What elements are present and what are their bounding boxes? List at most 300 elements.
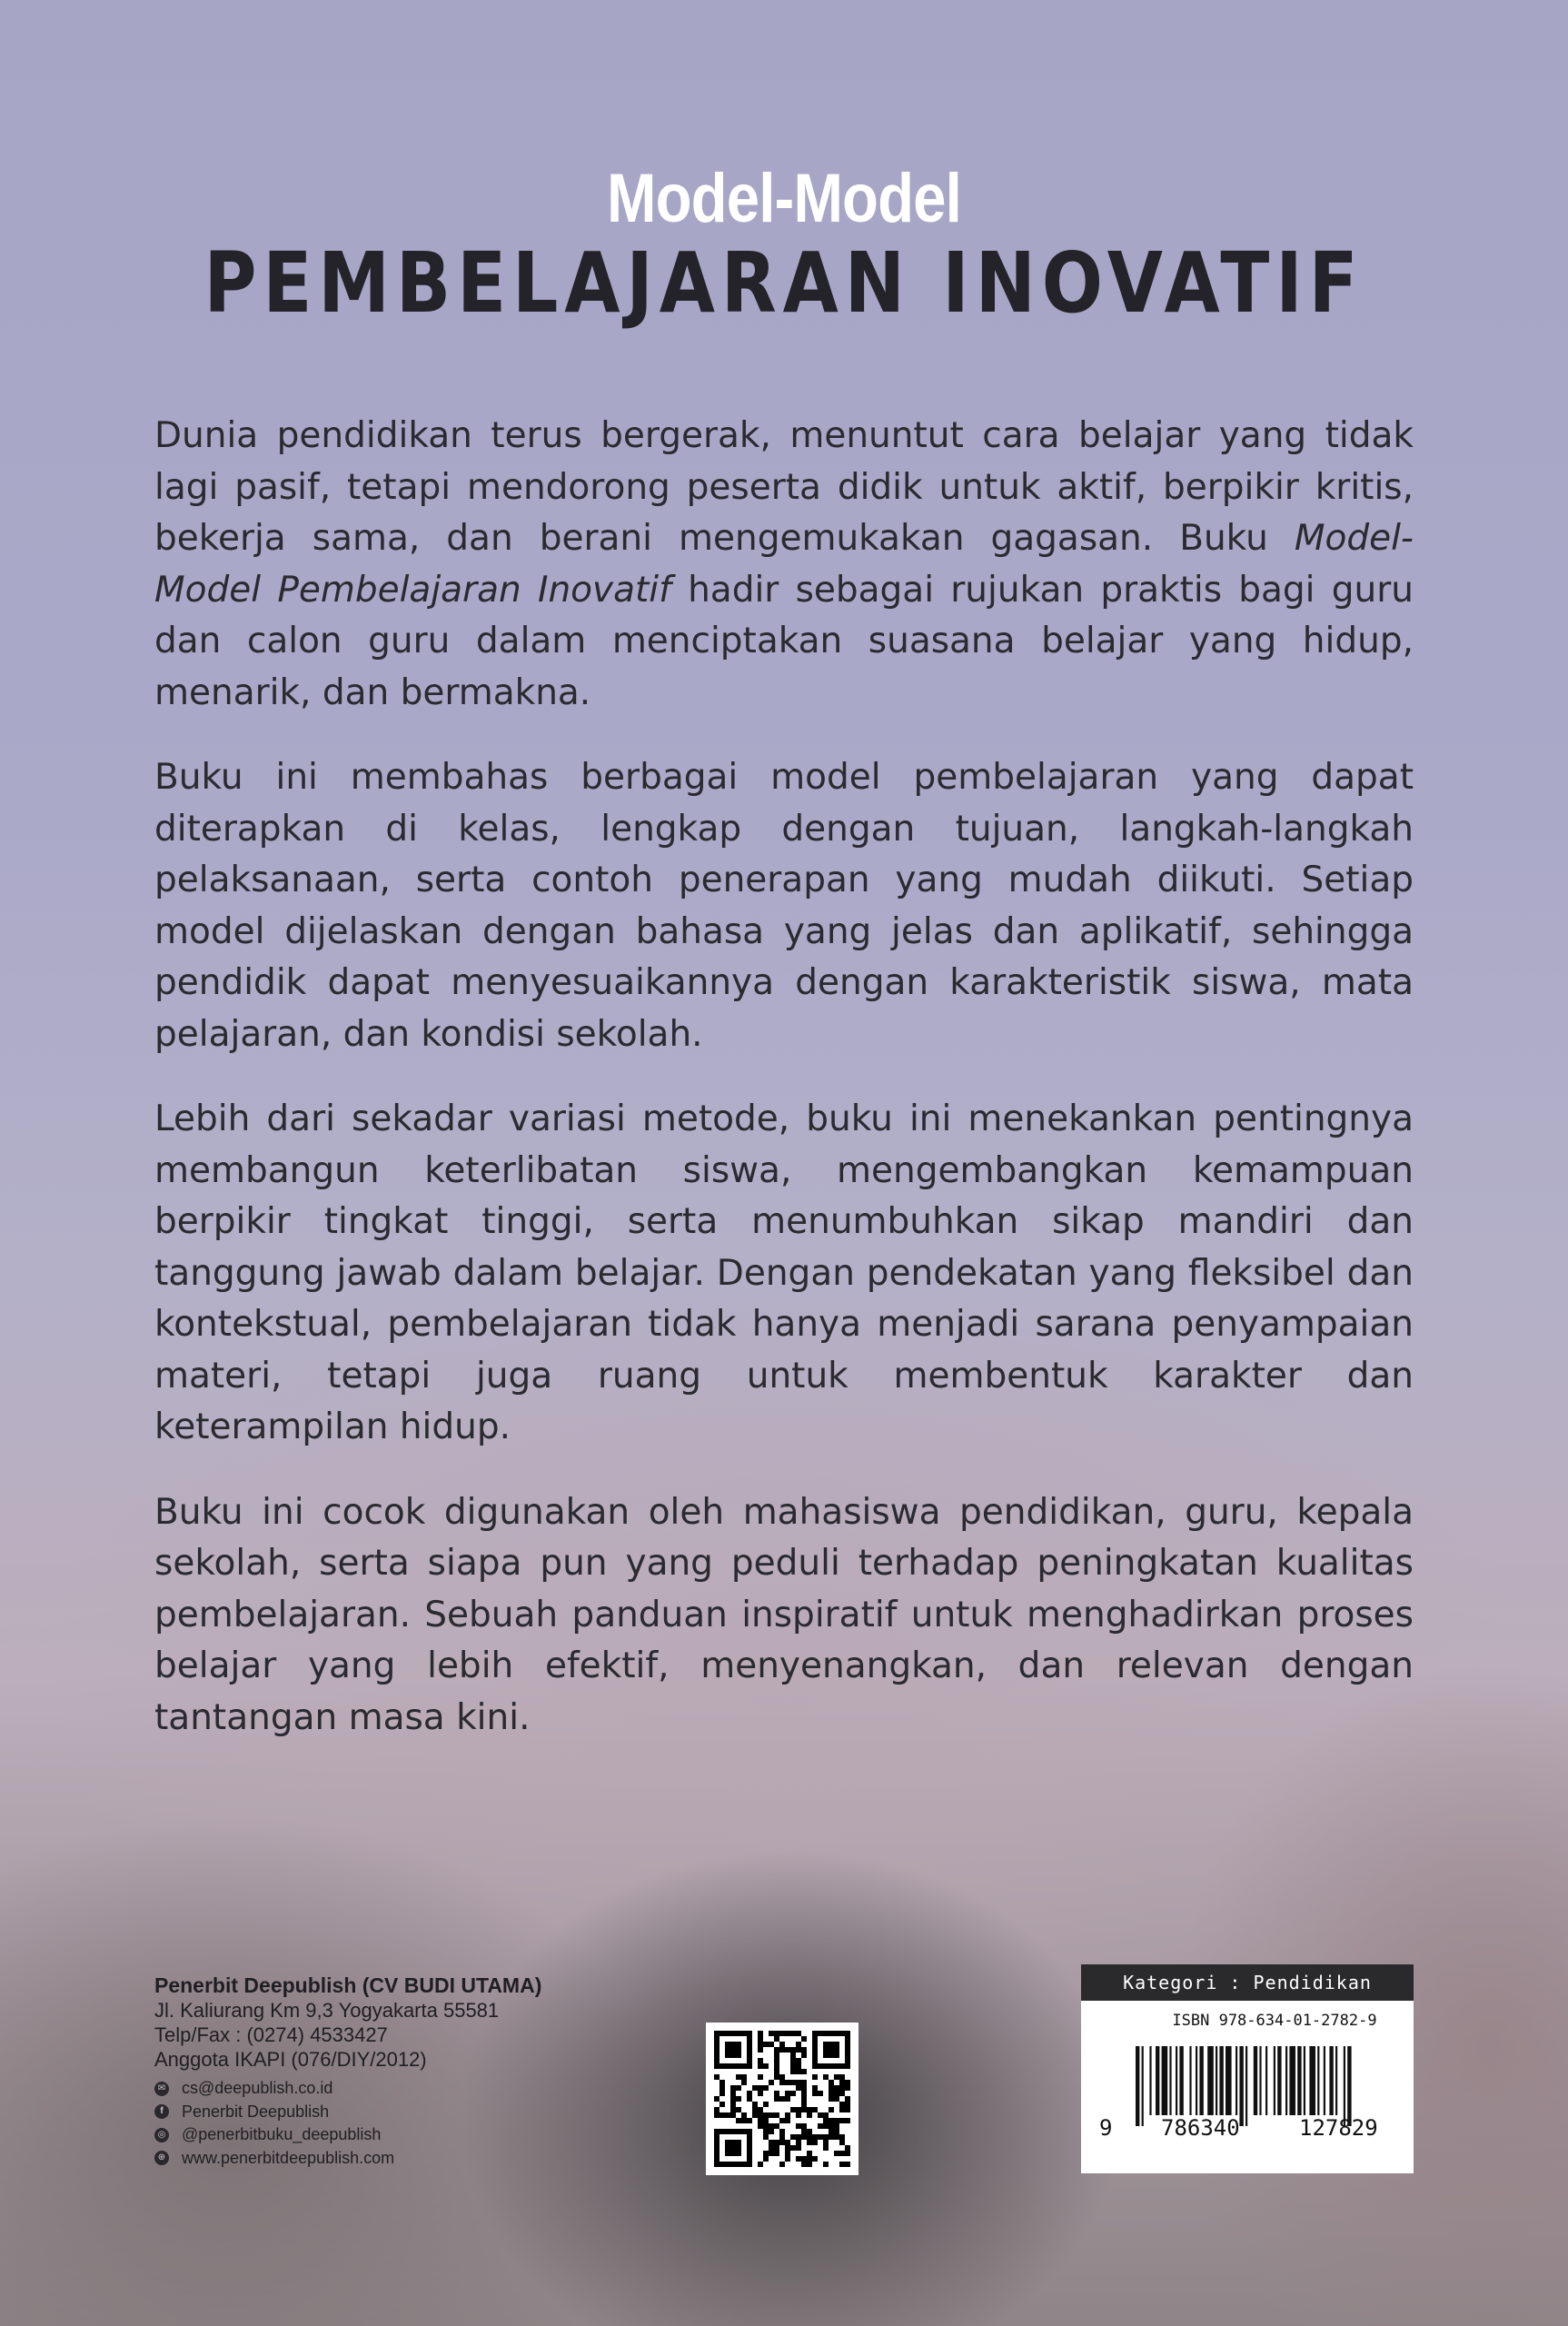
qr-module [736, 2096, 741, 2102]
qr-module [758, 2042, 763, 2047]
qr-module [730, 2085, 736, 2091]
qr-module [730, 2151, 736, 2156]
qr-module [812, 2053, 818, 2058]
barcode-bar [1136, 2046, 1139, 2126]
qr-module [839, 2151, 845, 2156]
qr-module [725, 2063, 730, 2069]
qr-module [725, 2047, 730, 2053]
qr-module [845, 2145, 850, 2151]
qr-module [730, 2091, 736, 2096]
qr-module [812, 2036, 818, 2042]
qr-module [785, 2118, 790, 2123]
qr-module [714, 2031, 719, 2036]
qr-module [829, 2063, 834, 2069]
qr-module [796, 2140, 801, 2145]
qr-module [725, 2151, 730, 2156]
qr-module [834, 2074, 839, 2080]
publisher-phone: Telp/Fax : (0274) 4533427 [154, 2023, 388, 2046]
barcode-bar [1169, 2046, 1171, 2115]
barcode-bar [1149, 2046, 1151, 2115]
qr-module [801, 2134, 807, 2140]
qr-module [736, 2118, 741, 2123]
qr-module [769, 2080, 774, 2085]
qr-module [834, 2047, 839, 2053]
qr-module [714, 2058, 719, 2063]
qr-module [823, 2031, 829, 2036]
qr-code-graphic [706, 2023, 858, 2175]
qr-module [758, 2112, 763, 2118]
qr-module [779, 2096, 785, 2102]
instagram-icon: ◎ [154, 2128, 169, 2142]
qr-module [758, 2085, 763, 2091]
title-line-2: PEMBELAJARAN INOVATIF [203, 234, 1365, 332]
qr-module [747, 2058, 752, 2063]
qr-module [752, 2085, 758, 2091]
qr-module [730, 2112, 736, 2118]
qr-module [807, 2140, 812, 2145]
qr-module [790, 2091, 796, 2096]
barcode-bar [1289, 2046, 1295, 2115]
qr-module [845, 2047, 850, 2053]
qr-module [801, 2036, 807, 2042]
qr-module [774, 2058, 779, 2063]
qr-module [818, 2134, 823, 2140]
qr-module [714, 2112, 719, 2118]
qr-module [779, 2118, 785, 2123]
barcode-bar [1259, 2046, 1261, 2115]
qr-module [769, 2145, 774, 2151]
qr-module [714, 2129, 719, 2134]
barcode-bar [1236, 2046, 1237, 2115]
paragraph-3: Lebih dari sekadar variasi metode, buku ini menekankan pentingnya membangun keterlibatan siswa, mengembangkan kemampuan berpikir tingkat tinggi, serta menumbuhkan sikap mandiri dan tanggung jawab dalam belajar. Dengan pendekatan yang fleksibel dan kontekstual, pembelajaran tidak hanya menjadi sarana penyampaian materi, tetapi juga ruang untuk membentuk karakter dan keterampilan hidup. [154, 1098, 1414, 1447]
qr-module [747, 2091, 752, 2096]
qr-module [834, 2118, 839, 2123]
qr-module [736, 2151, 741, 2156]
qr-module [785, 2151, 790, 2156]
qr-module [747, 2145, 752, 2151]
barcode-bars [1081, 2001, 1414, 2173]
qr-module [714, 2162, 719, 2167]
qr-module [812, 2063, 818, 2069]
qr-module [785, 2031, 790, 2036]
qr-module [818, 2031, 823, 2036]
qr-module [790, 2080, 796, 2085]
qr-module [834, 2096, 839, 2102]
qr-module [725, 2031, 730, 2036]
contact-email-text: cs@deepublish.co.id [182, 2079, 333, 2097]
qr-module [801, 2123, 807, 2129]
book-title-italic: Model-Model Pembelajaran Inovatif [154, 518, 1414, 611]
qr-module [719, 2063, 725, 2069]
qr-module [747, 2031, 752, 2036]
qr-module [829, 2091, 834, 2096]
qr-module [785, 2140, 790, 2145]
qr-module [839, 2091, 845, 2096]
qr-module [774, 2036, 779, 2042]
qr-module [823, 2042, 829, 2047]
qr-module [812, 2091, 818, 2096]
qr-module [741, 2080, 747, 2085]
barcode-bar [1207, 2046, 1214, 2115]
qr-module [758, 2031, 763, 2036]
qr-module [774, 2091, 779, 2096]
qr-module [796, 2069, 801, 2074]
barcode-bar [1142, 2046, 1144, 2126]
qr-module [823, 2063, 829, 2069]
qr-module [736, 2047, 741, 2053]
qr-module [790, 2047, 796, 2053]
qr-module [774, 2140, 779, 2145]
qr-module [779, 2080, 785, 2085]
qr-module [741, 2118, 747, 2123]
qr-module [812, 2042, 818, 2047]
qr-module [725, 2112, 730, 2118]
qr-module [839, 2162, 845, 2167]
qr-module [796, 2085, 801, 2091]
qr-module [714, 2063, 719, 2069]
qr-module [818, 2091, 823, 2096]
qr-module [736, 2063, 741, 2069]
qr-module [818, 2063, 823, 2069]
qr-module [747, 2063, 752, 2069]
qr-module [807, 2112, 812, 2118]
qr-module [747, 2036, 752, 2042]
qr-module [730, 2140, 736, 2145]
barcode-bar [1317, 2046, 1319, 2115]
qr-module [834, 2063, 839, 2069]
qr-module [829, 2085, 834, 2091]
qr-module [725, 2129, 730, 2134]
qr-module [752, 2112, 758, 2118]
paragraph-1-part-2: hadir sebagai rujukan praktis bagi guru dan calon guru dalam menciptakan suasana belajar yang hidup, menarik, dan bermakna. [154, 569, 1414, 713]
qr-module [714, 2145, 719, 2151]
qr-module [730, 2102, 736, 2107]
qr-module [763, 2118, 769, 2123]
qr-module [796, 2058, 801, 2063]
qr-module [839, 2031, 845, 2036]
qr-module [752, 2102, 758, 2107]
qr-module [845, 2107, 850, 2112]
qr-module [747, 2151, 752, 2156]
qr-module [785, 2112, 790, 2118]
qr-module [769, 2042, 774, 2047]
barcode-bar [1324, 2046, 1325, 2115]
qr-module [747, 2053, 752, 2058]
barcode-bar [1226, 2046, 1232, 2115]
qr-module [801, 2053, 807, 2058]
qr-module [812, 2085, 818, 2091]
barcode-bar [1196, 2046, 1197, 2115]
qr-module [730, 2031, 736, 2036]
qr-module [714, 2036, 719, 2042]
qr-module [845, 2053, 850, 2058]
qr-module [736, 2042, 741, 2047]
publisher-name: Penerbit Deepublish (CV BUDI UTAMA) [154, 1973, 542, 1997]
qr-module [719, 2080, 725, 2085]
qr-module [736, 2129, 741, 2134]
qr-module [730, 2047, 736, 2053]
barcode-bar [1274, 2046, 1275, 2115]
barcode-area [1081, 2001, 1414, 2173]
qr-module [829, 2053, 834, 2058]
qr-module [801, 2085, 807, 2091]
qr-module [839, 2080, 845, 2085]
qr-module [774, 2069, 779, 2074]
qr-module [845, 2085, 850, 2091]
qr-module [725, 2145, 730, 2151]
qr-module [801, 2107, 807, 2112]
qr-module [785, 2096, 790, 2102]
qr-module [796, 2145, 801, 2151]
qr-module [801, 2080, 807, 2085]
qr-module [796, 2123, 801, 2129]
qr-module [823, 2047, 829, 2053]
qr-module [714, 2053, 719, 2058]
qr-module [801, 2156, 807, 2162]
qr-module [714, 2151, 719, 2156]
qr-module [823, 2112, 829, 2118]
qr-module [839, 2102, 845, 2107]
qr-module [714, 2074, 719, 2080]
qr-module [774, 2031, 779, 2036]
qr-module [785, 2156, 790, 2162]
qr-module [763, 2134, 769, 2140]
qr-module [758, 2036, 763, 2042]
qr-module [807, 2162, 812, 2167]
facebook-icon: f [154, 2104, 169, 2119]
qr-module [741, 2063, 747, 2069]
barcode-bar [1254, 2046, 1257, 2115]
category-label: Kategori : Pendidikan [1081, 1964, 1414, 2001]
qr-module [719, 2031, 725, 2036]
barcode-bar [1179, 2046, 1183, 2115]
qr-module [845, 2058, 850, 2063]
qr-module [829, 2118, 834, 2123]
qr-module [730, 2096, 736, 2102]
qr-module [763, 2042, 769, 2047]
qr-module [719, 2085, 725, 2091]
qr-module [796, 2156, 801, 2162]
qr-module [812, 2107, 818, 2112]
qr-module [752, 2107, 758, 2112]
qr-module [845, 2102, 850, 2107]
barcode-bar [1335, 2046, 1337, 2115]
qr-module [839, 2063, 845, 2069]
contact-instagram-text: @penerbitbuku_deepublish [182, 2125, 382, 2143]
qr-module [747, 2047, 752, 2053]
qr-module [829, 2047, 834, 2053]
qr-module [845, 2063, 850, 2069]
barcode-bar [1239, 2046, 1243, 2126]
barcode-bar [1245, 2046, 1247, 2126]
qr-module [845, 2080, 850, 2085]
qr-module [823, 2053, 829, 2058]
qr-module [796, 2134, 801, 2140]
qr-module [779, 2047, 785, 2053]
qr-module [763, 2102, 769, 2107]
qr-module [747, 2134, 752, 2140]
isbn-text: ISBN 978-634-01-2782-9 [1172, 2012, 1377, 2030]
qr-module [774, 2063, 779, 2069]
qr-module [801, 2129, 807, 2134]
qr-module [730, 2107, 736, 2112]
qr-module [796, 2080, 801, 2085]
qr-module [758, 2047, 763, 2053]
barcode-bar [1304, 2046, 1305, 2115]
barcode-bar [1156, 2046, 1159, 2115]
qr-module [725, 2140, 730, 2145]
qr-module [801, 2091, 807, 2096]
qr-module [829, 2096, 834, 2102]
qr-module [719, 2112, 725, 2118]
qr-module [807, 2107, 812, 2112]
qr-module [839, 2118, 845, 2123]
qr-module [774, 2074, 779, 2080]
qr-module [747, 2042, 752, 2047]
qr-module [714, 2047, 719, 2053]
qr-module [834, 2129, 839, 2134]
qr-module [823, 2134, 829, 2140]
qr-module [769, 2031, 774, 2036]
qr-module [829, 2080, 834, 2085]
qr-module [839, 2085, 845, 2091]
qr-module [829, 2134, 834, 2140]
qr-module [774, 2145, 779, 2151]
qr-module [769, 2151, 774, 2156]
qr-module [812, 2074, 818, 2080]
publisher-address: Jl. Kaliurang Km 9,3 Yogyakarta 55581 [154, 1999, 500, 2022]
qr-module [839, 2140, 845, 2145]
qr-code[interactable] [706, 2023, 858, 2175]
qr-module [736, 2074, 741, 2080]
qr-module [714, 2156, 719, 2162]
qr-module [790, 2053, 796, 2058]
qr-module [774, 2047, 779, 2053]
qr-module [829, 2107, 834, 2112]
barcode-bar [1219, 2046, 1223, 2115]
barcode-bar [1277, 2046, 1281, 2115]
qr-module [758, 2058, 763, 2063]
barcode-bar [1216, 2046, 1217, 2115]
qr-module [801, 2102, 807, 2107]
qr-module [796, 2031, 801, 2036]
qr-module [818, 2123, 823, 2129]
qr-module [834, 2091, 839, 2096]
qr-module [769, 2112, 774, 2118]
qr-module [801, 2162, 807, 2167]
qr-module [714, 2107, 719, 2112]
barcode-bar [1309, 2046, 1315, 2115]
qr-module [845, 2118, 850, 2123]
qr-module [741, 2129, 747, 2134]
qr-module [747, 2140, 752, 2145]
qr-module [845, 2151, 850, 2156]
contact-facebook-text: Penerbit Deepublish [182, 2102, 330, 2121]
qr-module [807, 2156, 812, 2162]
qr-module [779, 2042, 785, 2047]
qr-module [796, 2042, 801, 2047]
qr-module [834, 2042, 839, 2047]
qr-module [714, 2140, 719, 2145]
qr-module [779, 2129, 785, 2134]
contact-website [154, 2147, 663, 2171]
qr-module [763, 2085, 769, 2091]
qr-module [812, 2156, 818, 2162]
barcode-bar [1297, 2046, 1301, 2115]
barcode-bar [1189, 2046, 1191, 2115]
qr-module [834, 2134, 839, 2140]
email-icon: ✉ [154, 2082, 169, 2096]
qr-module [790, 2069, 796, 2074]
qr-module [763, 2156, 769, 2162]
qr-module [758, 2107, 763, 2112]
barcode-digits-right: 127829 [1299, 2115, 1378, 2141]
qr-module [801, 2047, 807, 2053]
title-line-1: Model-Model [607, 160, 961, 237]
qr-module [714, 2042, 719, 2047]
qr-module [839, 2074, 845, 2080]
qr-module [785, 2047, 790, 2053]
paragraph-2: Buku ini membahas berbagai model pembelajaran yang dapat diterapkan di kelas, lengkap dengan tujuan, langkah-langkah pelaksanaan, serta contoh penerapan yang mudah diikuti. Setiap model dijelaskan dengan bahasa yang jelas dan aplikatif, sehingga pendidik dapat menyesuaikannya dengan karakteristik siswa, mata pelajaran, dan kondisi sekolah. [154, 757, 1414, 1055]
qr-module [790, 2107, 796, 2112]
qr-module [725, 2053, 730, 2058]
synopsis [154, 411, 1414, 1777]
qr-module [823, 2140, 829, 2145]
qr-module [829, 2042, 834, 2047]
qr-module [823, 2118, 829, 2123]
qr-module [730, 2053, 736, 2058]
qr-module [823, 2123, 829, 2129]
qr-module [719, 2102, 725, 2107]
qr-module [758, 2123, 763, 2129]
publisher-info [154, 1973, 663, 2170]
qr-module [758, 2118, 763, 2123]
contact-facebook [154, 2101, 663, 2124]
qr-module [736, 2162, 741, 2167]
qr-module [839, 2134, 845, 2140]
qr-module [807, 2134, 812, 2140]
qr-module [774, 2053, 779, 2058]
barcode-digits-left: 786340 [1161, 2115, 1240, 2141]
qr-module [812, 2134, 818, 2140]
qr-module [779, 2074, 785, 2080]
qr-module [829, 2031, 834, 2036]
barcode-bar [1344, 2046, 1345, 2126]
qr-module [790, 2063, 796, 2069]
qr-module [769, 2129, 774, 2134]
contact-website-text: www.penerbitdeepublish.com [182, 2148, 395, 2167]
barcode-bar [1329, 2046, 1333, 2115]
qr-module [839, 2107, 845, 2112]
barcode-bar [1265, 2046, 1267, 2115]
qr-module [779, 2134, 785, 2140]
qr-module [818, 2112, 823, 2118]
qr-module [747, 2129, 752, 2134]
qr-module [790, 2058, 796, 2063]
globe-icon: ⊕ [154, 2151, 169, 2165]
qr-module [730, 2162, 736, 2167]
qr-module [736, 2107, 741, 2112]
qr-module [779, 2140, 785, 2145]
qr-module [758, 2091, 763, 2096]
barcode-digit-first: 9 [1099, 2115, 1113, 2141]
qr-module [823, 2145, 829, 2151]
paragraph-1 [154, 411, 1414, 719]
qr-module [747, 2096, 752, 2102]
qr-module [845, 2162, 850, 2167]
barcode-bar [1199, 2046, 1203, 2115]
qr-module [834, 2053, 839, 2058]
